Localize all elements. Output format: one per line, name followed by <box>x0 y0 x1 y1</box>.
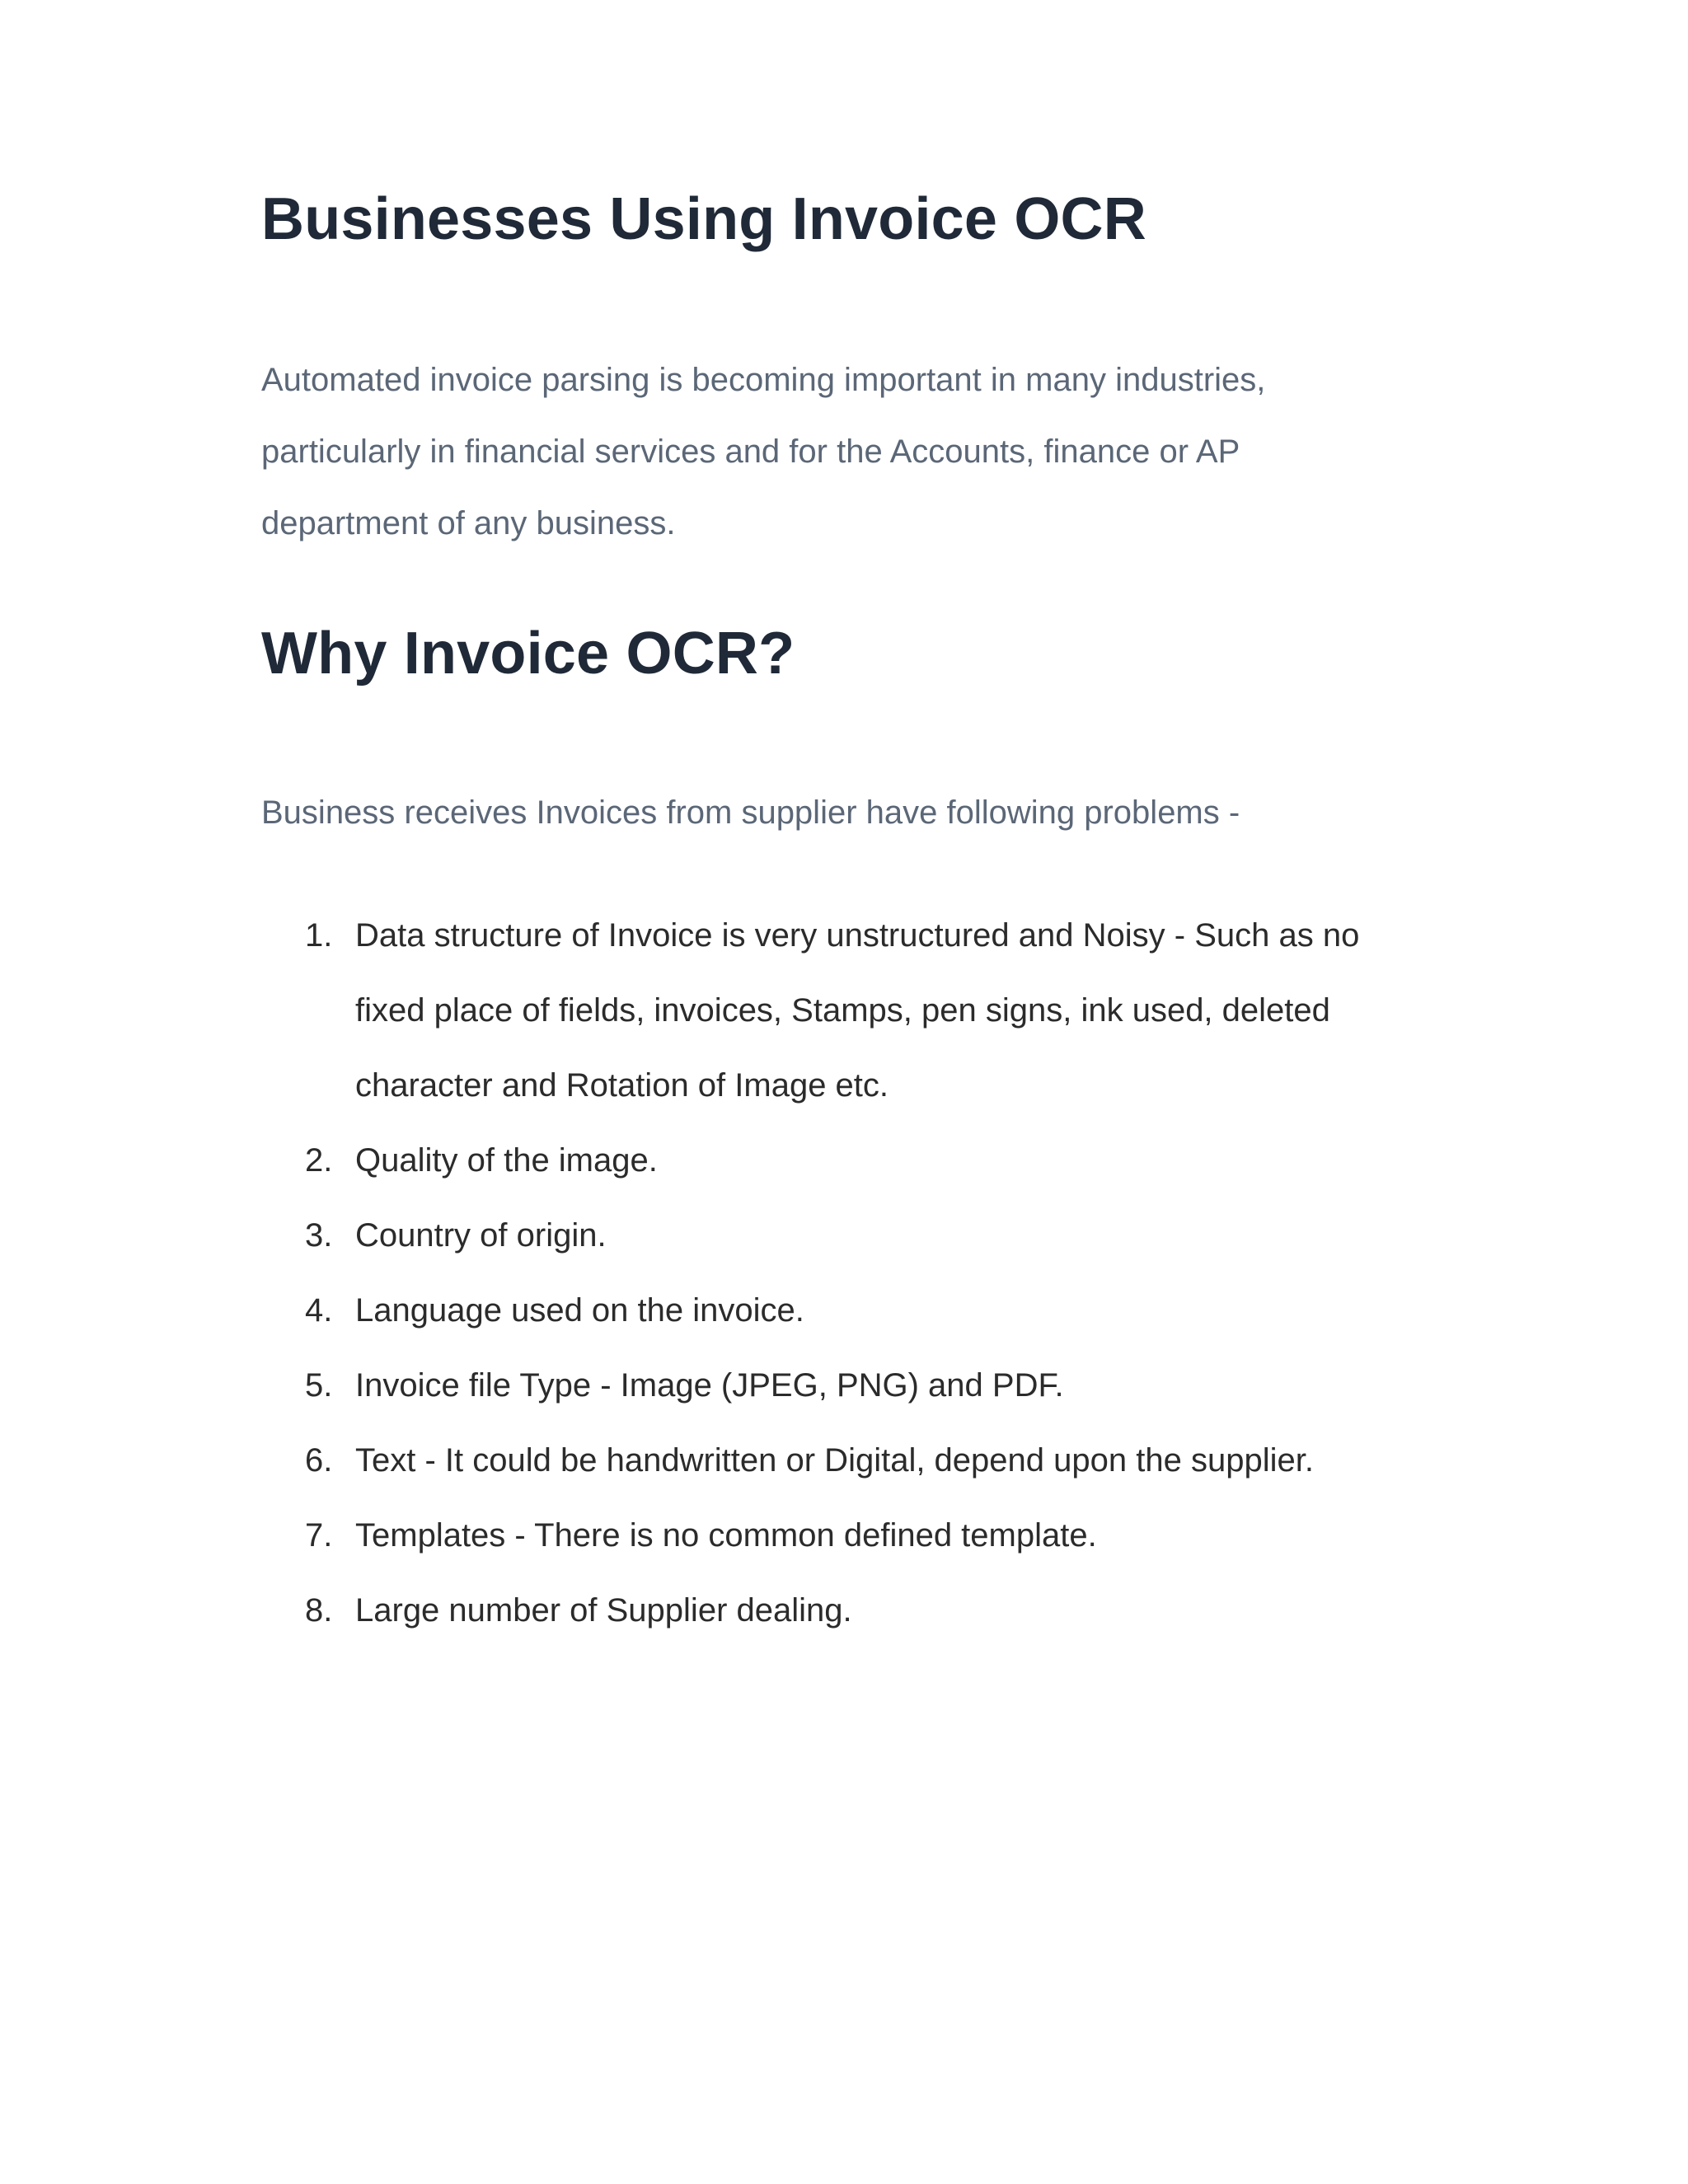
intro-paragraph: Automated invoice parsing is becoming important in many industries, particularly in financial services and for the Accounts, finance or AP department of any business. <box>261 362 1266 541</box>
list-number: 2. <box>305 1142 333 1179</box>
list-item-text: Quality of the image. <box>355 1142 658 1179</box>
list-number: 1. <box>305 917 333 954</box>
problem-list-item <box>261 1198 1456 1273</box>
problem-list-item <box>261 1123 1456 1198</box>
list-item-text: Text - It could be handwritten or Digital, depend upon the supplier. <box>355 1442 1314 1479</box>
list-item-text: Large number of Supplier dealing. <box>355 1592 852 1629</box>
list-item-text: Templates - There is no common defined template. <box>355 1517 1097 1554</box>
list-number: 5. <box>305 1367 333 1404</box>
list-number: 3. <box>305 1217 333 1254</box>
list-number: 4. <box>305 1292 333 1329</box>
list-number: 7. <box>305 1517 333 1554</box>
problem-list-item <box>261 1273 1456 1348</box>
problem-list-item <box>261 1423 1456 1498</box>
list-item-text: Language used on the invoice. <box>355 1292 804 1329</box>
problems-intro-paragraph: Business receives Invoices from supplier have following problems - <box>261 794 1240 831</box>
list-number: 8. <box>305 1592 333 1629</box>
problem-list-item <box>261 1498 1456 1573</box>
problem-list-item <box>261 898 1456 1123</box>
problem-list-item <box>261 1573 1456 1648</box>
list-item-text: Invoice file Type - Image (JPEG, PNG) and PDF. <box>355 1367 1064 1404</box>
page-title: Businesses Using Invoice OCR <box>261 186 1146 252</box>
section-heading: Why Invoice OCR? <box>261 621 795 687</box>
list-item-text: Country of origin. <box>355 1217 607 1254</box>
problem-list <box>261 898 1456 1648</box>
problem-list-item <box>261 1348 1456 1423</box>
list-number: 6. <box>305 1442 333 1479</box>
list-item-text: Data structure of Invoice is very unstructured and Noisy - Such as no fixed place of fields, invoices, Stamps, pen signs, ink used, deleted character and Rotation of Image etc. <box>355 917 1360 1104</box>
